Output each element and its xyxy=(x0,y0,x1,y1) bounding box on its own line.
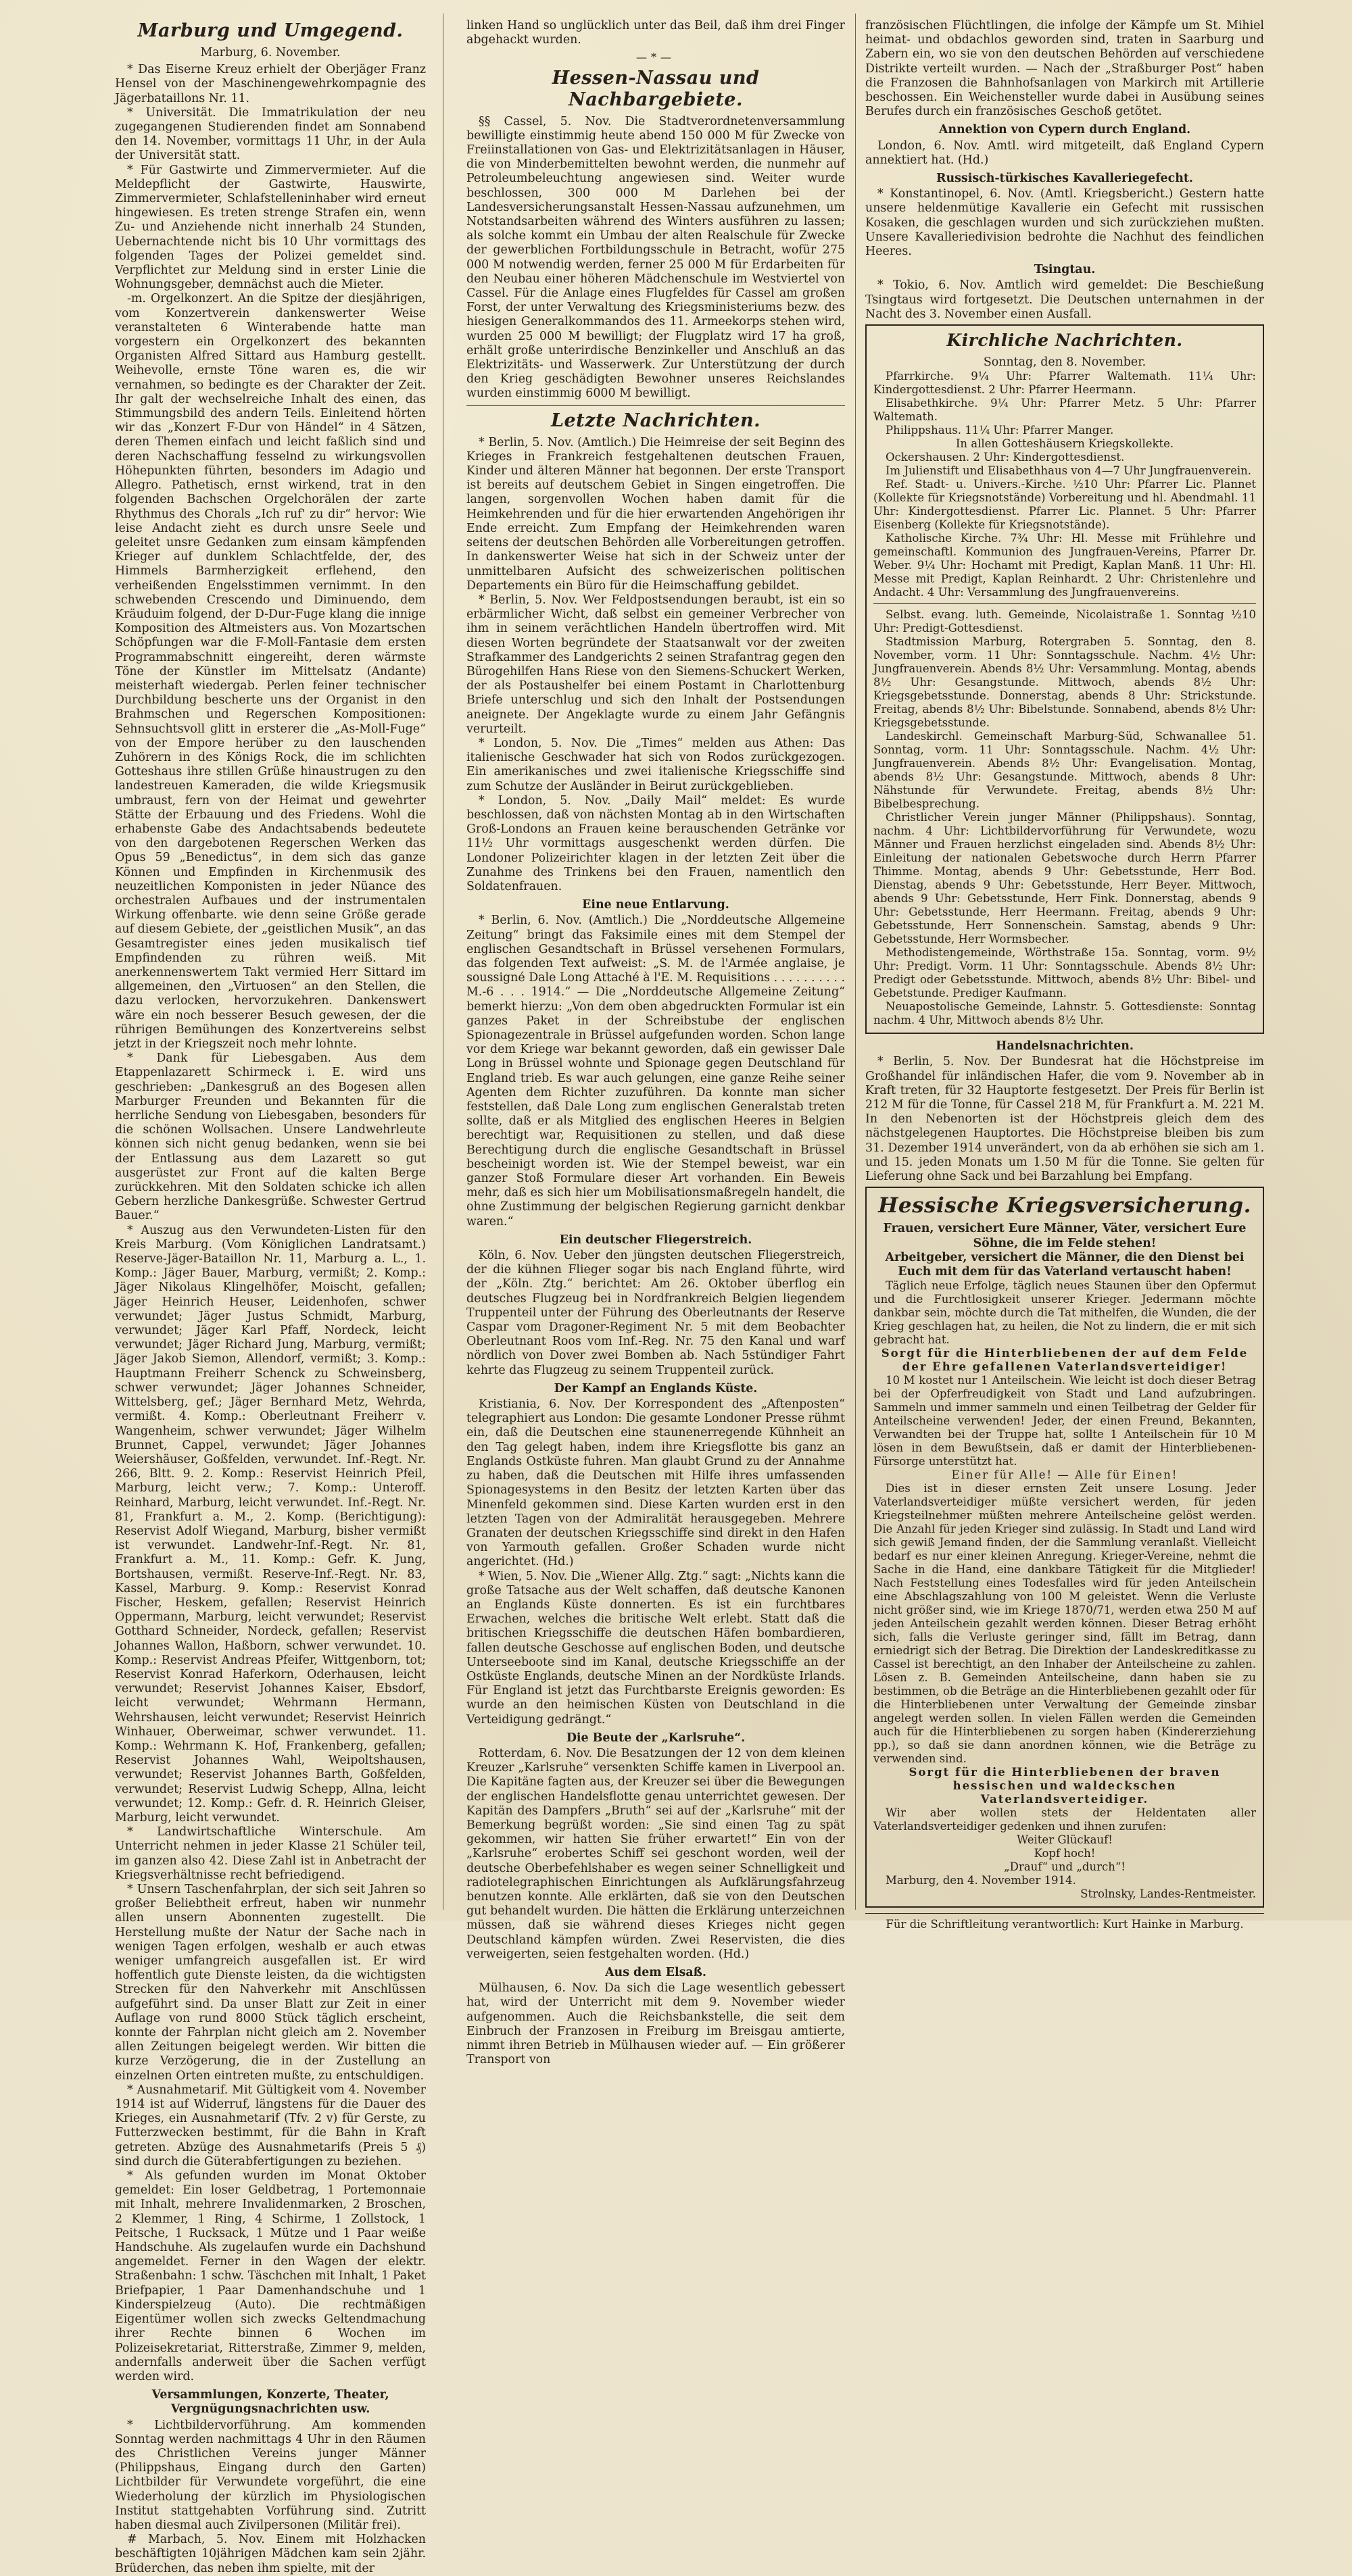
separator-ornament: —*— xyxy=(636,51,675,64)
section-title-hessen: Hessen-Nassau und Nachbargebiete. xyxy=(552,67,760,110)
advert-slogan: Einer für Alle! — Alle für Einen! xyxy=(951,1468,1178,1482)
advert-text: Täglich neue Erfolge, täglich neues Staunen über den Opfermut und die Furchtlosigkeit unserer Krieger. Jedermann möchte dankbar sein, möchte durch die Tat mithelfen, die Wunden, die der Krieg geschlagen hat, zu heilen, die Not zu lindern, die er mit sich gebracht hat. xyxy=(873,1279,1256,1347)
news-item: französischen Flüchtlingen, die infolge der Kämpfe um St. Mihiel heimat- und obdachlos geworden sind, traten in Saarburg und Zabern ein, wo sie von den deutschen Behörden auf verschiedene Distrikte verteilt wurden. — Nach der „Straßburger Post“ haben die Franzosen die Bahnhofsanlagen von Markirch mit Artillerie beschossen. Ein Weichensteller wurde dabei in Ausübung seines Berufes durch ein französisches Geschoß getötet. xyxy=(865,19,1264,119)
divider xyxy=(865,1913,1264,1914)
news-item: * Konstantinopel, 6. Nov. (Amtl. Kriegsbericht.) Gestern hatte unsere heldenmütige Kavallerie ein Gefecht mit russischen Kosaken, die geschlagen wurden und sich zurückziehen mußten. Unsere Kavalleriedivision bedrohte die Nachhut des feindlichen Heeres. xyxy=(865,187,1264,259)
church-entry: Katholische Kirche. 7¾ Uhr: Hl. Messe mit Frühlehre und gemeinschaftl. Kommunion des Jungfrauen-Vereins, Pfarrer Dr. Weber. 9¼ Uhr: Hochamt mit Predigt, Kaplan Manß. 11 Uhr: Hl. Messe mit Predigt, Kaplan Reinhardt. 2 Uhr: Christenlehre und Andacht. 4 Uhr: Versammlung des Jungfrauenvereins. xyxy=(873,532,1256,599)
church-entry: Pfarrkirche. 9¼ Uhr: Pfarrer Waltemath. 11¼ Uhr: Kindergottesdienst. 2 Uhr: Pfarrer Heermann. xyxy=(873,370,1256,397)
advert-title: Hessische Kriegsversicherung. xyxy=(878,1193,1251,1218)
news-item: * Berlin, 5. Nov. Der Bundesrat hat die Höchstpreise im Großhandel für inländischen Hafer, die vom 9. November ab in Kraft treten, für 32 Hauptorte festgesetzt. Der Preis für Berlin ist 212 M für die Tonne, für Cassel 218 M, für Frankfurt a. M. 221 M. In den Nebenorten ist der Höchstpreis gleich dem des nächstgelegenen Hauptortes. Die Höchstpreise bleiben bis zum 31. Dezember 1914 unverändert, von da ab erhöhen sie sich am 1. und 15. jeden Monats um 1.50 M für die Tonne. Sie gelten für Lieferung ohne Sack und bei Barzahlung bei Empfang. xyxy=(865,1055,1264,1184)
church-entry: Ockershausen. 2 Uhr: Kindergottesdienst. xyxy=(886,451,1125,464)
news-item: * Landwirtschaftliche Winterschule. Am Unterricht nehmen in jeder Klasse 21 Schüler teil, im ganzen also 42. Diese Zahl ist in Anbetracht der Kriegsverhältnisse recht befriedigend. xyxy=(115,1825,426,1882)
news-item: * London, 5. Nov. Die „Times“ melden aus Athen: Das italienische Geschwader hat sich von Rodos zurückgezogen. Ein amerikanisches und zwei italienische Kriegsschiffe sind zum Schutze der Ausländer in Beirut zurückgeblieben. xyxy=(466,736,845,793)
subheading: Die Beute der „Karlsruhe“. xyxy=(566,1731,746,1745)
news-item: * Unsern Taschenfahrplan, der sich seit Jahren so großer Beliebtheit erfreut, haben wir nunmehr allen unsern Abonnenten zugestellt. Die Herstellung mußte der Natur der Sache nach in wenigen Tagen erfolgen, weshalb er auch etwas weniger umfangreich ausgefallen ist. Er wird hoffentlich gute Dienste leisten, da die wichtigsten Strecken für den Nahverkehr mit Anschlüssen aufgeführt sind. Da unser Blatt zur Zeit in einer Auflage von rund 8000 Stück täglich erscheint, konnte der Fahrplan nicht gleich am 2. November allen Zeitungen beigelegt werden. Wir bitten die kurze Verzögerung, die in der Zustellung an einzelnen Orten eintreten mußte, zu entschuldigen. xyxy=(115,1883,426,2083)
news-item: Kristiania, 6. Nov. Der Korrespondent des „Aftenposten“ telegraphiert aus London: Die gesamte Londoner Presse rühmt ein, daß die Deutschen eine staunenerregende Kühnheit an den Tag gelegt haben, indem ihre Kriegsflotte bis ganz an Englands Ostküste fuhren. Man glaubt Grund zu der Annahme zu haben, daß die Deutschen mit Hilfe ihres umfassenden Spionagesystems in den Besitz der letzten Karten über das Minenfeld gekommen sind. Diese Karten wurden erst in den letzten Tagen von der Admiralität herausgegeben. Mehrere Granaten der deutschen Kriegsschiffe sind direkt in den Hafen von Yarmouth gefallen. Großer Schaden wurde nicht angerichtet. (Hd.) xyxy=(466,1397,845,1569)
news-item: -m. Orgelkonzert. An die Spitze der diesjährigen, vom Konzertverein dankenswerter Weise veranstalteten 6 Winterabende hatte man vorgestern ein Orgelkonzert des bekannten Organisten Alfred Sittard aus Hamburg gestellt. Weihevolle, ernste Töne waren es, die wir vernahmen, so bedingte es der Charakter der Zeit. Ihr galt der wechselreiche Inhalt des einen, das Stimmungsbild des andern Teils. Einleitend hörten wir das „Konzert F-Dur von Händel“ in 4 Sätzen, deren Themen einfach und leicht faßlich sind und deren Nachschaffung fesselnd zu wirkungsvollen Höhepunkten führten, besonders im Adagio und Allegro. Pathetisch, ernst wirkend, trat in den folgenden Bachschen Orgelchorälen der zarte Rhythmus des Chorals „Ich ruf' zu dir“ hervor: Wie leise Andacht zieht es durch unsre Seele und geleitet unsre Gedanken zum einsam kämpfenden Krieger auf dunklem Schlachtfelde, der, des Himmels Barmherzigkeit erflehend, den verheißenden Engelsstimmen vernimmt. In den schwebenden Crescendo und Diminuendo, dem Kräuduim folgend, der D-Dur-Fuge klang die innige Komposition des Altmeisters aus. Von Mozartschen Schöpfungen war die F-Moll-Fantasie dem ersten Programmabschnitt eingereiht, deren wärmste Töne der Künstler im Mittelsatz (Andante) meisterhaft wiedergab. Perlen feiner technischer Durchbildung bescherte uns der Organist in den Brahmschen und Regerschen Kompositionen: Sehnsuchtsvoll glitt in ersterer die „As-Moll-Fuge“ von der Empore herüber zu den lauschenden Zuhörern in des Königs Rock, die im schlichten Gotteshaus ihre stillen Grüße hinaustrugen zu den landestreuen Kameraden, die wilde Kriegsmusik umbraust, fern von der Heimat und gewehrter Stätte der Erbauung und des Friedens. Wohl die erhabenste Gabe des Andachtsabends bedeutete von den dargebotenen Regerschen Werken das Opus 59 „Benedictus“, in dem sich das ganze Können und Empfinden in Kirchenmusik des neuzeitlichen Komponisten in jeder Nüance des orchestralen Aufbaues und der instrumentalen Wirkung offenbarte. wie denn seine Größe gerade auf diesem Gebiete, der „geistlichen Musik“, an das Gesamtregister eines jeden musikalisch tief Empfindenden zu rühren weiß. Mit anerkennenswertem Takt vermied Herr Sittard im allgemeinen, den „Virtuosen“ an den Stellen, die dazu verlocken, hervorzukehren. Dankenswert wäre ein noch besserer Besuch gewesen, der die rührigen Bemühungen des Konzertvereins selbst jetzt in der Kriegszeit noch mehr lohnte. xyxy=(115,292,426,1051)
news-item: Rotterdam, 6. Nov. Die Besatzungen der 12 von dem kleinen Kreuzer „Karlsruhe“ versenkten Schiffe kamen in Liverpool an. Die Kapitäne fagten aus, der Kreuzer sei über die Bewegungen der englischen Handelsflotte genau unterrichtet gewesen. Der Kapitän des Dampfers „Bruth“ sei auf der „Karlsruhe“ mit der Bemerkung begrüßt worden: „Sie sind einen Tag zu spät gekommen, wir hatten Sie früher erwartet!“ Ein von der „Karlsruhe“ erobertes Schiff sei geschont worden, weil der deutsche Oberbefehlshaber es wegen seiner Schnelligkeit und radiotelegraphischen Einrichtungen als Aufklärungsfahrzeug benutzen konnte. Alle erklärten, daß sie von den Deutschen gut behandelt wurden. Die hätten die Erklärung unterzeichnen müssen, daß sie während dieses Krieges nicht gegen Deutschland kämpfen würden. Zwei Reservisten, die dies verweigerten, seien festgehalten worden. (Hd.) xyxy=(466,1746,845,1961)
divider xyxy=(873,603,1256,604)
section-title-kirchlich: Kirchliche Nachrichten. xyxy=(946,330,1183,351)
advert-text: Dies ist in dieser ernsten Zeit unsere Losung. Jeder Vaterlandsverteidiger müßte versichert werden, für jeden Kriegsteilnehmer müßten mehrere Anteilscheine gelöst werden. Die Anzahl für jeden Krieger sind zulässig. In Stadt und Land wird sich gewiß Jemand finden, der die Sammlung veranlaßt. Vielleicht bedarf es nur einer kleinen Anregung. Krieger-Vereine, nehmt die Sache in die Hand, eine dankbare Tätigkeit für die Mitglieder! Nach Feststellung eines Todesfalles wird für jeden Anteilschein eine Abschlagszahlung von 100 M geleistet. Wenn die Verluste nicht größer sind, wie im Kriege 1870/71, werden etwa 250 M auf jeden Anteilschein gezahlt werden können. Dieser Betrag erhöht sich, falls die Verluste geringer sind, fällt im Betrag, dann erniedrigt sich der Betrag. Die Direktion der Landeskreditkasse zu Cassel ist berechtigt, an den Inhaber der Anteilscheine zu zahlen. Lösen z. B. Gemeinden Anteilscheine, dann haben sie zu bestimmen, ob die Beträge an die Hinterbliebenen gezahlt oder für die Hinterbliebenen unter Verwaltung der Gemeinde zinsbar angelegt werden sollen. In vielen Fällen werden die Gemeinden auch für die Hinterbliebenen zu sorgen haben (Kindererziehung pp.), so daß sie dann anordnen können, wie die Beträge zu verwenden sind. xyxy=(873,1482,1256,1766)
advert-text: Wir aber wollen stets der Heldentaten aller Vaterlandsverteidiger gedenken und ihnen zurufen: xyxy=(873,1806,1256,1833)
news-item: * Tokio, 6. Nov. Amtlich wird gemeldet: Die Beschießung Tsingtaus wird fortgesetzt. Die Deutschen unternahmen in der Nacht des 3. November einen Ausfall. xyxy=(865,278,1264,321)
advert-date: Marburg, den 4. November 1914. xyxy=(886,1874,1076,1887)
news-item: # Marbach, 5. Nov. Einem mit Holzhacken beschäftigten 10jährigen Mädchen kam sein 2jähr. Brüderchen, das neben ihm spielte, mit der xyxy=(115,2533,426,2575)
subheading: Russisch-türkisches Kavalleriegefecht. xyxy=(936,172,1193,186)
divider xyxy=(466,405,845,406)
subheading: Tsingtau. xyxy=(1034,263,1096,277)
news-item: * Berlin, 5. Nov. (Amtlich.) Die Heimreise der seit Beginn des Krieges in Frankreich festgehaltenen deutschen Frauen, Kinder und älteren Männer hat begonnen. Der erste Transport ist bereits auf deutschem Gebiet in Singen eingetroffen. Die langen, sorgenvollen Wochen haben damit für die Heimkehrenden und für die hier erwartenden Angehörigen ihr Ende erreicht. Zum Empfang der Heimkehrenden waren seitens der deutschen Behörden alle Vorbereitungen getroffen. In dankenswerter Weise hat sich in der Schweiz unter der unmittelbaren Aufsicht des schweizerischen politischen Departements ein Büro für die Heimschaffung gebildet. xyxy=(466,435,845,593)
news-item: * Lichtbildervorführung. Am kommenden Sonntag werden nachmittags 4 Uhr in den Räumen des Christlichen Vereins junger Männer (Philippshaus, Eingang durch den Garten) Lichtbilder für Verwundete vorgeführt, die eine Wiederholung der kürzlich im Physiologischen Institut stattgehabten Vorführung sind. Zutritt haben diesmal auch Zivilpersonen (Militär frei). xyxy=(115,2418,426,2532)
news-item: §§ Cassel, 5. Nov. Die Stadtverordnetenversammlung bewilligte einstimmig heute abend 150 000 M für Zwecke von Freiinstallationen von Gas- und Elektrizitätsanlagen in Häuser, die von Minderbemittelten bewohnt werden, die nunmehr auf Petroleumbeleuchtung angewiesen sind. Weiter wurde beschlossen, 300 000 M Darlehen bei der Landesversicherungsanstalt Hessen-Nassau aufzunehmen, um Notstandsarbeiten während des Winters ausführen zu lassen; als solche kommt ein Umbau der alten Realschule für Zwecke der gewerblichen Fortbildungsschule in Betracht, wofür 275 000 M notwendig werden, ferner 25 000 M für Erdarbeiten für den Neubau einer höheren Mädchenschule im Westviertel von Cassel. Für die Anlage eines Flugfeldes für Cassel am großen Forst, der unter Verwaltung des Kriegsministeriums bezw. des hiesigen Generalkommandos des 11. Armeekorps stehen wird, wurden 25 000 M bewilligt; der Flugplatz wird 17 ha groß, erhält große unterirdische Benzinkeller und Anschluß an das Elektrizitäts- und Wasserwerk. Zur Unterstützung der durch den Krieg geschädigten Bewohner unseres Reichslandes wurden einstimmig 6000 M bewilligt. xyxy=(466,114,845,401)
subheading: Eine neue Entlarvung. xyxy=(582,898,729,912)
subheading: Annektion von Cypern durch England. xyxy=(938,123,1191,137)
advert-signature: Strolnsky, Landes-Rentmeister. xyxy=(1080,1887,1256,1901)
imprint-footer: Für die Schriftleitung verantwortlich: Kurt Hainke in Marburg. xyxy=(886,1918,1244,1931)
church-entry: In allen Gotteshäusern Kriegskollekte. xyxy=(955,437,1174,451)
news-item: * Das Eiserne Kreuz erhielt der Oberjäger Franz Hensel von der Maschinengewehrkompagnie des Jägerbataillons Nr. 11. xyxy=(115,63,426,105)
news-item: linken Hand so unglücklich unter das Beil, daß ihm drei Finger abgehackt wurden. xyxy=(466,19,845,47)
column-right xyxy=(865,19,1264,1931)
church-date: Sonntag, den 8. November. xyxy=(983,355,1146,370)
news-item: * Berlin, 5. Nov. Wer Feldpostsendungen beraubt, ist ein so erbärmlicher Wicht, daß selbst ein gemeiner Verbrecher von ihm in seinem verächtlichen Handeln übertroffen wird. Mit diesen Worten begründete der Staatsanwalt vor der zweiten Strafkammer des Landgerichts 2 seinen Strafantrag gegen den Bürogehilfen Hans Riese von den Siemens-Schuckert Werken, der als Postaushelfer bei einem Postamt in Charlottenburg Briefe unterschlug und sich den Inhalt der Postsendungen aneignete. Der Angeklagte wurde zu einem Jahr Gefängnis verurteilt. xyxy=(466,593,845,736)
subheading-versammlungen: Versammlungen, Konzerte, Theater, Vergnügungsnachrichten usw. xyxy=(151,2388,389,2417)
advert-cheer: Weiter Glückauf! xyxy=(1017,1833,1113,1847)
subheading: Der Kampf an Englands Küste. xyxy=(554,1381,758,1395)
advert-text: 10 M kostet nur 1 Anteilschein. Wie leicht ist doch dieser Betrag bei der Opferfreudigkeit von Stadt und Land aufzubringen. Sammeln und immer sammeln und einen Teilbetrag der Gelder für Anteilscheine verwenden! Jeder, der einen Freund, Bekannten, Verwandten bei der Truppe hat, sollte 1 Anteilschein für 10 M lösen in dem Bewußtsein, daß er damit der Hinterbliebenen-Fürsorge unterstützt hat. xyxy=(873,1374,1256,1468)
news-item: * Wien, 5. Nov. Die „Wiener Allg. Ztg.“ sagt: „Nichts kann die große Tatsache aus der Welt schaffen, daß deutsche Kanonen an Englands Küste donnerten. Es ist ein furchtbares Erwachen, welches die britische Welt erlebt. Statt daß die britischen Kriegsschiffe die deutschen Häfen bombardieren, fallen deutsche Geschosse auf englischen Boden, und deutsche Unterseeboote sind im Kanal, deutsche Kriegsschiffe an der Ostküste Englands, deutsche Minen an der Nordküste Irlands. Für England ist jetzt das Furchtbarste Ereignis geworden: Es wurde an den heimischen Küsten von Deutschland in die Verteidigung gedrängt.“ xyxy=(466,1569,845,1727)
church-entry: Methodistengemeinde, Wörthstraße 15a. Sonntag, vorm. 9½ Uhr: Predigt. Vorm. 11 Uhr: Sonntagsschule. Abends 8½ Uhr: Predigt oder Gebetsstunde. Mittwoch, abends 8½ Uhr: Bibel- und Gebetstunde. Prediger Kaufmann. xyxy=(873,946,1256,1000)
advert-cheer: „Drauf“ und „durch“! xyxy=(1004,1860,1126,1874)
church-entry: Neuapostolische Gemeinde, Lahnstr. 5. Gottesdienste: Sonntag nachm. 4 Uhr, Mittwoch abends 8½ Uhr. xyxy=(873,1000,1256,1027)
advertisement-kriegsversicherung xyxy=(865,1187,1264,1908)
news-item: * Für Gastwirte und Zimmervermieter. Auf die Meldepflicht der Gastwirte, Hauswirte, Zimmervermieter, Schlafstelleninhaber wird erneut hingewiesen. Es treten strenge Strafen ein, wenn Zu- und Anziehende nicht innerhalb 24 Stunden, Uebernachtende nicht bis 10 Uhr vormittags des folgenden Tages der Polizei gemeldet sind. Verpflichtet zur Meldung sind in erster Linie die Wohnungsgeber, demnächst auch die Mieter. xyxy=(115,163,426,292)
column-middle xyxy=(466,19,845,2067)
advert-cheer: Kopf hoch! xyxy=(1034,1847,1096,1860)
news-item: * Dank für Liebesgaben. Aus dem Etappenlazarett Schirmeck i. E. wird uns geschrieben: „Dankesgruß an des Bogesen allen Marburger Freunden und Bekannten für die herrliche Sendung von Liebesgaben, besonders für die schönen Wollsachen. Unsere Landwehrleute können sich nicht genug bedanken, wenn sie bei der Entlassung aus dem Lazarett so gut ausgerüstet zur Front auf die kalten Berge zurückkehren. Mit den Soldaten schicke ich allen Gebern herzliche Dankesgrüße. Schwester Gertrud Bauer.“ xyxy=(115,1051,426,1223)
church-entry: Ref. Stadt- u. Univers.-Kirche. ½10 Uhr: Pfarrer Lic. Plannet (Kollekte für Kriegsnotstände) Vorbereitung und hl. Abendmahl. 11 Uhr: Kindergottesdienst. Pfarrer Lic. Plannet. 5 Uhr: Pfarrer Eisenberg (Kollekte für Kriegsnotstände). xyxy=(873,478,1256,532)
news-item: * London, 5. Nov. „Daily Mail“ meldet: Es wurde beschlossen, daß von nächsten Montag ab in den Wirtschaften Groß-Londons an Frauen keine berauschenden Getränke vor 11½ Uhr vormittags ausgeschenkt werden dürfen. Die Londoner Polizeirichter klagen in der letzten Zeit über die Zunahme des Trinkens bei den Frauen, namentlich den Soldatenfrauen. xyxy=(466,793,845,893)
advert-slogan: Sorgt für die Hinterbliebenen der auf dem Felde der Ehre gefallenen Vaterlandsverteidiger! xyxy=(881,1347,1249,1374)
news-item: * Als gefunden wurden im Monat Oktober gemeldet: Ein loser Geldbetrag, 1 Portemonnaie mit Inhalt, mehrere Invalidenmarken, 2 Broschen, 2 Klemmer, 1 Ring, 4 Schirme, 1 Zollstock, 1 Peitsche, 1 Rucksack, 1 Mütze und 1 Paar weiße Handschuhe. Als zugelaufen wurde ein Dachshund angemeldet. Ferner in den Wagen der elektr. Straßenbahn: 1 schw. Täschchen mit Inhalt, 1 Paket Briefpapier, 1 Paar Damenhandschuhe und 1 Kinderspielzeug (Auto). Die rechtmäßigen Eigentümer wollen sich zwecks Geltendmachung ihrer Rechte binnen 6 Wochen im Polizeisekretariat, Ritterstraße, Zimmer 9, melden, andernfalls anderweit über die Sachen verfügt werden wird. xyxy=(115,2169,426,2383)
section-title-marburg: Marburg und Umgegend. xyxy=(137,20,404,41)
news-item: * Ausnahmetarif. Mit Gültigkeit vom 4. November 1914 ist auf Widerruf, längstens für die Dauer des Krieges, ein Ausnahmetarif (Tfv. 2 v) für Gerste, zu Futterzwecken bestimmt, für die Bahn in Kraft getreten. Abzüge des Ausnahmetarifs (Preis 5 ₰) sind durch die Güterabfertigungen zu beziehen. xyxy=(115,2083,426,2169)
church-entry: Philippshaus. 11¼ Uhr: Pfarrer Manger. xyxy=(886,424,1114,437)
news-item: * Universität. Die Immatrikulation der neu zugegangenen Studierenden findet am Sonnabend den 14. November, vormittags 11 Uhr, in der Aula der Universität statt. xyxy=(115,105,426,163)
advert-call: Arbeitgeber, versichert die Männer, die den Dienst bei Euch mit dem für das Vaterland vertauscht haben! xyxy=(885,1250,1245,1279)
church-entry: Elisabethkirche. 9¼ Uhr: Pfarrer Metz. 5 Uhr: Pfarrer Waltemath. xyxy=(873,397,1256,424)
news-item: * Auszug aus den Verwundeten-Listen für den Kreis Marburg. (Vom Königlichen Landratsamt.) Reserve-Jäger-Bataillon Nr. 11, Marburg a. L., 1. Komp.: Jäger Bauer, Marburg, vermißt; 2. Komp.: Jäger Nikolaus Klingelhöfer, Moischt, gefallen; Jäger Heinrich Heuser, Leidenhofen, schwer verwundet; Jäger Justus Schmidt, Marburg, verwundet; Jäger Karl Pfaff, Nordeck, leicht verwundet; Jäger Richard Jung, Marburg, vermißt; Jäger Jakob Siemon, Allendorf, vermißt; 3. Komp.: Hauptmann Freiherr Schenck zu Schweinsberg, schwer verwundet; Jäger Johannes Schneider, Wittelsberg, gef.; Jäger Bernhard Metz, Wehrda, vermißt. 4. Komp.: Oberleutnant Freiherr v. Wangenheim, schwer verwundet; Jäger Wilhelm Brunnet, Cappel, verwundet; Jäger Johannes Weiershäuser, Goßfelden, verwundet. Inf.-Regt. Nr. 266, Bltt. 9. 2. Komp.: Reservist Heinrich Pfeil, Marburg, leicht verw.; 7. Komp.: Unteroff. Reinhard, Marburg, leicht verwundet. Inf.-Regt. Nr. 81, Frankfurt a. M., 2. Komp. (Berichtigung): Reservist Adolf Wiegand, Marburg, bisher vermißt ist verwundet. Landwehr-Inf.-Regt. Nr. 81, Frankfurt a. M., 11. Komp.: Gefr. K. Jung, Bortshausen, vermißt. Reserve-Inf.-Regt. Nr. 83, Kassel, Marburg. 9. Komp.: Reservist Konrad Fischer, Heskem, gefallen; Reservist Heinrich Oppermann, Marburg, leicht verwundet; Reservist Gotthard Schneider, Nordeck, gefallen; Reservist Johannes Wallon, Haßborn, schwer verwundet. 10. Komp.: Reservist Andreas Pfeifer, Wittgenborn, tot; Reservist Konrad Haferkorn, Oderhausen, leicht verwundet; Reservist Johannes Kaiser, Ebsdorf, leicht verwundet; Wehrmann Hermann, Wehrshausen, leicht verwundet; Reservist Heinrich Winhauer, Oberweimar, schwer verwundet. 11. Komp.: Wehrmann K. Hof, Frankenberg, gefallen; Reservist Johannes Wahl, Weipoltshausen, verwundet; Reservist Johannes Barth, Goßfelden, verwundet; Reservist Ludwig Schepp, Allna, leicht verwundet; 12. Komp.: Gefr. d. R. Heinrich Gleiser, Marburg, leicht verwundet. xyxy=(115,1223,426,1825)
church-entry: Christlicher Verein junger Männer (Philippshaus). Sonntag, nachm. 4 Uhr: Lichtbildervorführung für Verwundete, wozu Männer und Frauen herzlichst eingeladen sind. Abends 8½ Uhr: Einleitung der nationalen Gebetswoche durch Herrn Pfarrer Thimme. Montag, abends 9 Uhr: Gebetsstunde, Herr Bod. Dienstag, abends 9 Uhr: Gebetsstunde, Herr Beyer. Mittwoch, abends 9 Uhr: Gebetsstunde, Herr Fink. Donnerstag, abends 9 Uhr: Gebetsstunde, Herr Heermann. Freitag, abends 9 Uhr: Gebetsstunde, Herr Sonnenschein. Samstag, abends 9 Uhr: Gebetsstunde, Herr Wormsbecher. xyxy=(873,811,1256,946)
advert-call: Frauen, versichert Eure Männer, Väter, versichert Eure Söhne, die im Felde stehen! xyxy=(883,1222,1247,1250)
column-rule xyxy=(855,14,856,1910)
church-entry: Im Julienstift und Elisabethhaus von 4—7 Uhr Jungfrauenverein. xyxy=(886,464,1252,478)
section-title-letzte: Letzte Nachrichten. xyxy=(551,410,760,431)
church-entry: Stadtmission Marburg, Rotergraben 5. Sonntag, den 8. November, vorm. 11 Uhr: Sonntagsschule. Nachm. 4½ Uhr: Jungfrauenverein. Abends 8½ Uhr: Versammlung. Montag, abends 8½ Uhr: Gesangstunde. Mittwoch, abends 8½ Uhr: Kriegsgebetsstunde. Donnerstag, abends 8 Uhr: Strickstunde. Freitag, abends 8½ Uhr: Bibelstunde. Sonnabend, abends 8½ Uhr: Kriegsgebetsstunde. xyxy=(873,635,1256,730)
news-item: Köln, 6. Nov. Ueber den jüngsten deutschen Fliegerstreich, der die kühnen Flieger sogar bis nach England führte, wird der „Köln. Ztg.“ berichtet: Am 26. Oktober überflog ein deutsches Flugzeug bei in Nordfrankreich Belgien liegendem Truppenteil unter der Führung des Oberleutnants der Reserve Caspar vom Dragoner-Regiment Nr. 5 mit dem Beobachter Oberleutnant Roos vom Inf.-Reg. Nr. 75 den Kanal und warf nördlich von Dover zwei Bomben ab. Nach 5stündiger Fahrt kehrte das Flugzeug zu seinem Truppenteil zurück. xyxy=(466,1249,845,1377)
news-item: * Berlin, 6. Nov. (Amtlich.) Die „Norddeutsche Allgemeine Zeitung“ bringt das Faksimile eines mit dem Stempel der englischen Gesandtschaft in Brüssel versehenen Formulars, das folgenden Text aufweist: „S. M. de l'Armée anglaise, je soussigné Dale Long Attaché à l'E. M. Requisitions . . . . . . . . . . M.-6 . . . 1914.“ — Die „Norddeutsche Allgemeine Zeitung“ bemerkt hierzu: „Von dem oben abgedruckten Formular ist ein ganzes Paket in der Schreibstube der englischen Spionagezentrale in Brüssel aufgefunden worden. Schon lange vor dem Kriege war bekannt geworden, daß ein gewisser Dale Long in Brüssel wohnte und Spionage gegen Deutschland für England trieb. Es war auch gelungen, eine ganze Reihe seiner Agenten dem Richter zuzuführen. Da konnte man sicher feststellen, daß Dale Long zum englischen Generalstab treten sollte, daß er als Mitglied des englischen Heeres in Belgien berechtigt war, Requisitionen zu stellen, und daß diese Berechtigung durch die englische Gesandtschaft in Brüssel bescheinigt worden ist. Wie der Stempel beweist, war ein ganzer Stoß Formulare dieser Art vorhanden. Ein Beweis mehr, daß es sich hier um Mobilisationsmaßregeln handelt, die ohne Zustimmung der belgischen Regierung garnicht denkbar waren.“ xyxy=(466,914,845,1229)
column-left xyxy=(115,19,426,2575)
subheading: Ein deutscher Fliegerstreich. xyxy=(559,1233,752,1247)
church-entry: Selbst. evang. luth. Gemeinde, Nicolaistraße 1. Sonntag ½10 Uhr: Predigt-Gottesdienst. xyxy=(873,608,1256,635)
church-entry: Landeskirchl. Gemeinschaft Marburg-Süd, Schwanallee 51. Sonntag, vorm. 11 Uhr: Sonntagsschule. Nachm. 4½ Uhr: Jungfrauenverein. Abends 8½ Uhr: Evangelisation. Montag, abends 8½ Uhr: Gesangstunde. Mittwoch, abends 8 Uhr: Nähstunde für Verwundete. Freitag, abends 8½ Uhr: Bibelbesprechung. xyxy=(873,730,1256,811)
advert-slogan: Sorgt für die Hinterbliebenen der braven hessischen und waldeckschen Vaterlandsverteidiger. xyxy=(909,1766,1221,1806)
church-notices-box xyxy=(865,324,1264,1034)
news-item: London, 6. Nov. Amtl. wird mitgeteilt, daß England Cypern annektiert hat. (Hd.) xyxy=(865,139,1264,167)
dateline: Marburg, 6. November. xyxy=(200,46,341,59)
subheading: Aus dem Elsaß. xyxy=(605,1966,706,1979)
subheading: Handelsnachrichten. xyxy=(996,1039,1134,1054)
news-item: Mülhausen, 6. Nov. Da sich die Lage wesentlich gebessert hat, wird der Unterricht mit dem 9. November wieder aufgenommen. Auch die Reichsbankstelle, die seit dem Einbruch der Franzosen in Freiburg im Breisgau amtierte, nimmt ihren Betrieb in Mülhausen wieder auf. — Ein größerer Transport von xyxy=(466,1981,845,2067)
